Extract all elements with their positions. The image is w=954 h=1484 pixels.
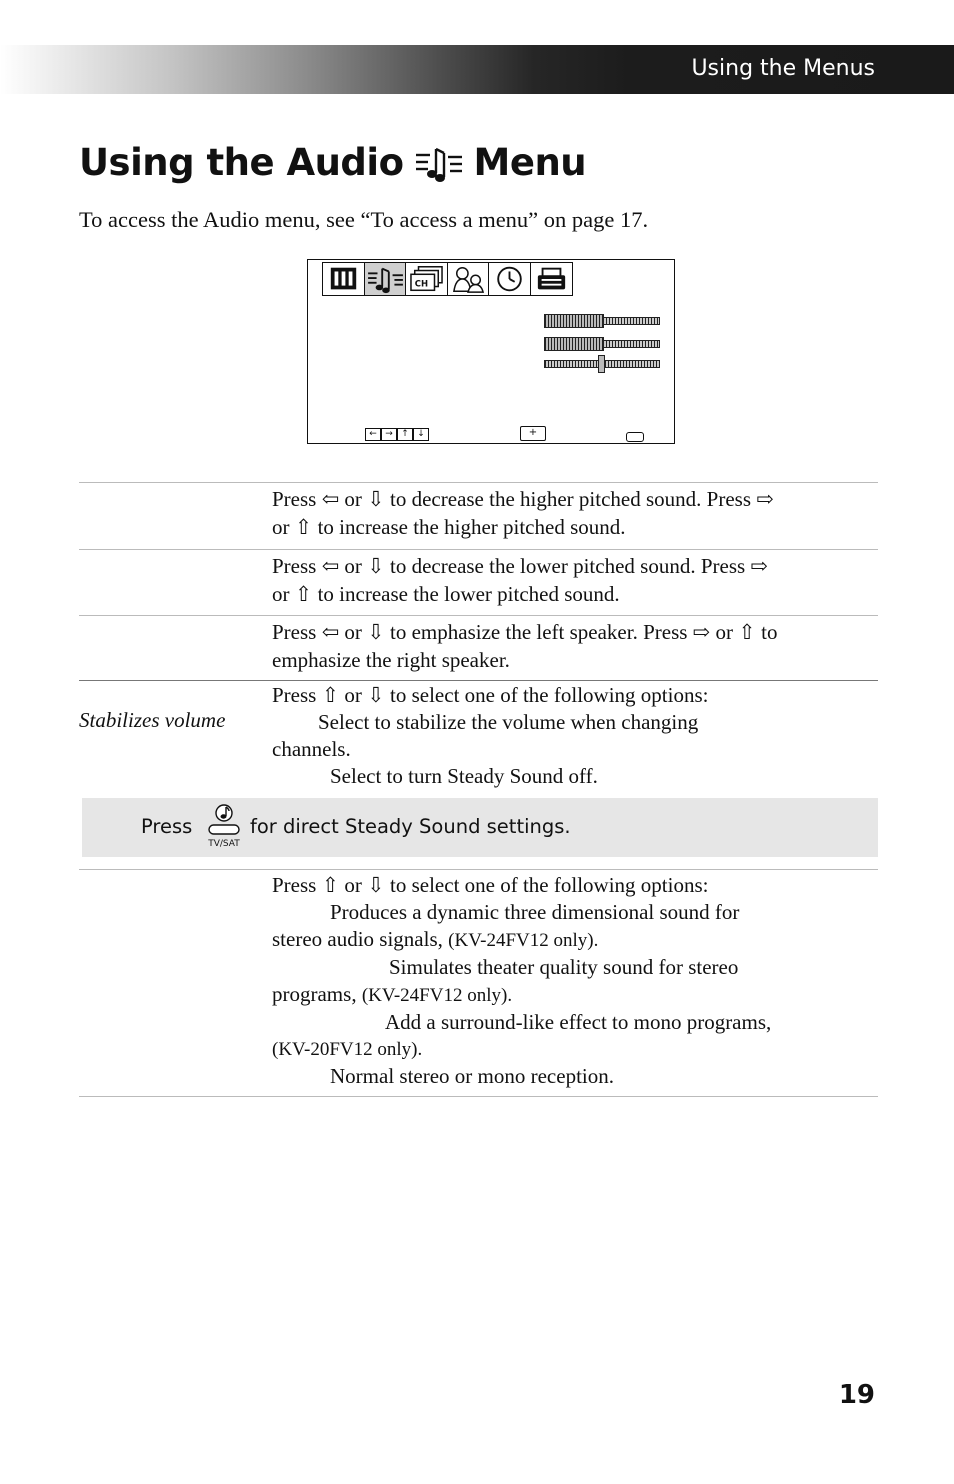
page-number: 19 xyxy=(838,1380,875,1410)
music-note-icon xyxy=(202,803,242,851)
bass-line-2: or ⇧ to increase the lower pitched sound. xyxy=(272,582,620,606)
effect-line-8: Normal stereo or mono reception. xyxy=(330,1064,614,1088)
intro-text: To access the Audio menu, see “To access a menu” on page 17. xyxy=(79,207,649,232)
nav-arrows-hint xyxy=(365,428,429,441)
balance-description xyxy=(272,618,852,674)
steady-sound-line-3: channels. xyxy=(272,737,351,761)
page-title-text-start: Using the Audio xyxy=(79,141,404,184)
effect-description xyxy=(272,872,852,1090)
effect-line-2: Produces a dynamic three dimensional sound for xyxy=(330,900,740,924)
effect-line-5 xyxy=(272,981,852,1009)
steady-sound-description xyxy=(272,682,852,790)
steady-sound-line-2: Select to stabilize the volume when changing xyxy=(318,710,699,734)
channel-icon xyxy=(405,262,448,296)
bass-line-1: Press ⇦ or ⇩ to decrease the lower pitched sound. Press ⇨ xyxy=(272,554,769,578)
treble-line-1: Press ⇦ or ⇩ to decrease the higher pitched sound. Press ⇨ xyxy=(272,487,774,511)
treble-slider xyxy=(544,314,660,328)
section-header: Using the Menus xyxy=(691,56,875,81)
effect-line-7: (KV-20FV12 only). xyxy=(272,1039,423,1060)
right-arrow-icon: → xyxy=(381,428,397,441)
audio-menu-icon xyxy=(414,143,464,183)
parent-icon xyxy=(447,262,490,296)
table-rule xyxy=(79,549,878,550)
tip-text: for direct Steady Sound settings. xyxy=(250,815,571,838)
effect-line-5-model: (KV-24FV12 only). xyxy=(361,985,513,1006)
page-title-text-end: Menu xyxy=(473,141,587,184)
balance-line-2: emphasize the right speaker. xyxy=(272,648,510,672)
effect-line-1: Press ⇧ or ⇩ to select one of the following options: xyxy=(272,873,709,897)
menu-tabs xyxy=(322,262,571,296)
timer-icon xyxy=(488,262,531,296)
up-arrow-icon: ↑ xyxy=(397,428,413,441)
channel-icon-label: CH xyxy=(414,278,429,289)
effect-line-3-model: (KV-24FV12 only). xyxy=(448,930,599,951)
page-title xyxy=(79,141,586,184)
bass-slider xyxy=(544,337,660,351)
audio-menu-screen xyxy=(307,259,675,444)
effect-line-3-text: stereo audio signals, xyxy=(272,927,449,951)
balance-line-1: Press ⇦ or ⇩ to emphasize the left speaker. Press ⇨ or ⇧ to xyxy=(272,620,778,644)
video-icon xyxy=(322,262,365,296)
effect-line-6: Add a surround-like effect to mono programs, xyxy=(385,1010,772,1034)
treble-description xyxy=(272,485,852,541)
effect-line-3 xyxy=(272,926,852,954)
bass-description xyxy=(272,552,852,608)
tip-box xyxy=(82,798,878,857)
select-button-icon: + xyxy=(520,426,546,441)
tv-sat-button-label: TV/SAT xyxy=(208,839,240,849)
table-rule xyxy=(79,1096,878,1097)
table-rule xyxy=(79,869,878,870)
setup-icon xyxy=(530,262,573,296)
effect-line-5-text: programs, xyxy=(272,982,362,1006)
table-rule xyxy=(79,615,878,616)
steady-sound-label: Stabilizes volume xyxy=(79,708,226,732)
treble-line-2: or ⇧ to increase the higher pitched sound. xyxy=(272,515,626,539)
menu-button-icon xyxy=(626,432,644,442)
table-rule xyxy=(79,482,878,483)
down-arrow-icon: ↓ xyxy=(413,428,429,441)
effect-line-4: Simulates theater quality sound for stereo xyxy=(389,955,739,979)
tip-press-text: Press xyxy=(141,815,193,838)
balance-slider xyxy=(544,357,660,371)
table-rule xyxy=(79,680,878,681)
steady-sound-line-4: Select to turn Steady Sound off. xyxy=(330,764,598,788)
left-arrow-icon: ← xyxy=(365,428,381,441)
audio-icon xyxy=(364,262,407,296)
steady-sound-line-1: Press ⇧ or ⇩ to select one of the following options: xyxy=(272,683,709,707)
